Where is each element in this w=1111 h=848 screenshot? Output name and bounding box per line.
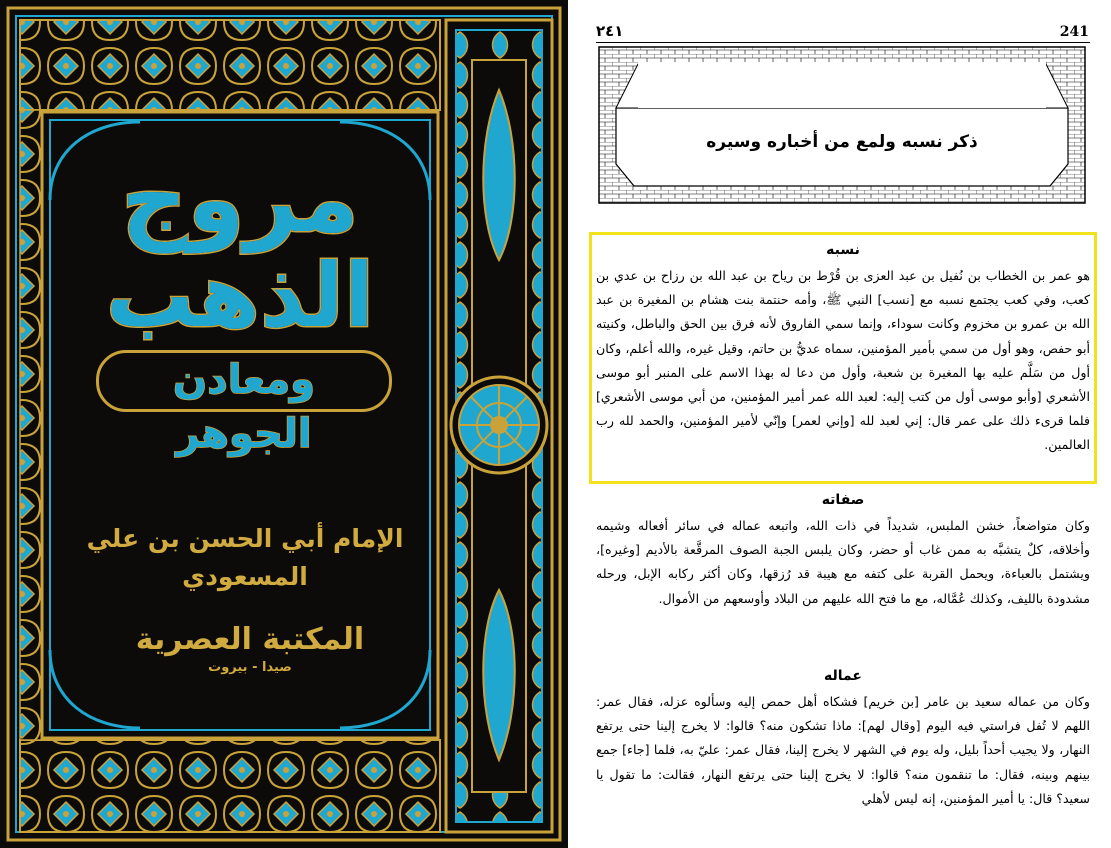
publisher-name: المكتبة العصرية [135, 622, 365, 657]
section-text-governors [596, 690, 1090, 811]
cover-title-line1: مروج [121, 146, 359, 253]
section-heading-lineage: نسبه [826, 242, 860, 258]
cover-author-line2: المسعودي [182, 562, 308, 591]
header-rule [596, 42, 1090, 43]
chapter-title-text: ذكر نسبه ولمع من أخباره وسيره [698, 132, 986, 152]
paragraph: هو عمر بن الخطاب بن نُفيل بن عبد العزى بن قُرْط بن رياح بن عبد الله بن رزاح بن عدي بن كعب، وفي كعب يجتمع نسبه مع [نسب] النبي ﷺ، وأمه حنتمة بنت هشام بن المغيرة بن عبد الله بن عمرو بن مخزوم وكانت سوداء، وإنما سمي الفاروق لأنه فرق بين الحق والباطل، وكنيته أبو حفص، وهو أول من سمي بأمير المؤمنين، سماه عديُّ بن حاتم، وقيل غيره، والله أعلم، وكان أول من سَلَّم عليه بها المغيرة بن شعبة، وأول من دعا له بهذا الاسم على المنبر أبو موسى الأشعري [وأبو موسى أول من كتب إليه: لعبد الله عمر أمير المؤمنين، من أبي موسى الأشعري] فلما قرىء ذلك على عمر قال: إني لعبد لله [وإني لعمر] وإنّي لأمير المؤمنين، والحمد لله رب العالمين. [596, 268, 1090, 453]
page-number-latin: 241 [1059, 24, 1089, 40]
page-number-arabic: ٢٤١ [596, 22, 624, 40]
publisher-city: صيدا - بيروت [208, 660, 292, 675]
section-heading-traits: صفاته [821, 492, 865, 508]
cover-publisher-logo [130, 620, 370, 676]
section-text-traits [596, 514, 1090, 611]
section-heading-governors: عماله [824, 668, 862, 684]
paragraph: وكان من عماله سعيد بن عامر [بن خريم] فشكاه أهل حمص إليه وسألوه عزله، فقال عمر: اللهم لا تُفل فراستي فيه اليوم [وقال لهم]: ماذا تشكون منه؟ قالوا: لا يخرج إلينا حتى يرتفع النهار، ولا يجيب أحداً بليل، وله يوم في الشهر لا يخرج إلينا، فقال عمر: عليّ به، فلما [جاء] جمع بينهم وبينه، فقال: ما تنقمون منه؟ قالوا: لا يخرج إلينا حتى يرتفع النهار، فقالت: ما تقول يا سعيد؟ قال: يا أمير المؤمنين، إنه ليس لأهلي [596, 694, 1090, 806]
chapter-title [598, 130, 1086, 154]
cover-title-line2: الذهب [105, 244, 375, 347]
paragraph: وكان متواضعاً، خشن الملبس، شديداً في ذات الله، واتبعه عماله في سائر أفعاله وشيمه وأخلاقه، كلٌ يتشبَّه به ممن غاب أو حضر، وكان يلبس الجبة الصوف المرقَّعة بالأديم [وغيره]، ويشتمل بالعباءة، ويحمل القربة على كتفه مع هيبة قد رُزقها، وكان أكثر ركابه الإبل، ورحله مشدودة بالليف، وكذلك عُمَّاله، مع ما فتح الله عليهم من البلاد وأوسعهم من الأموال. [596, 518, 1090, 606]
cover-author [80, 520, 410, 596]
chapter-banner-frame [598, 46, 1086, 204]
cover-author-line1: الإمام أبي الحسن بن علي [86, 524, 404, 553]
cover-subtitle: ومعادن الجوهر [96, 350, 392, 412]
book-page [568, 0, 1111, 848]
section-text-lineage [596, 264, 1090, 458]
